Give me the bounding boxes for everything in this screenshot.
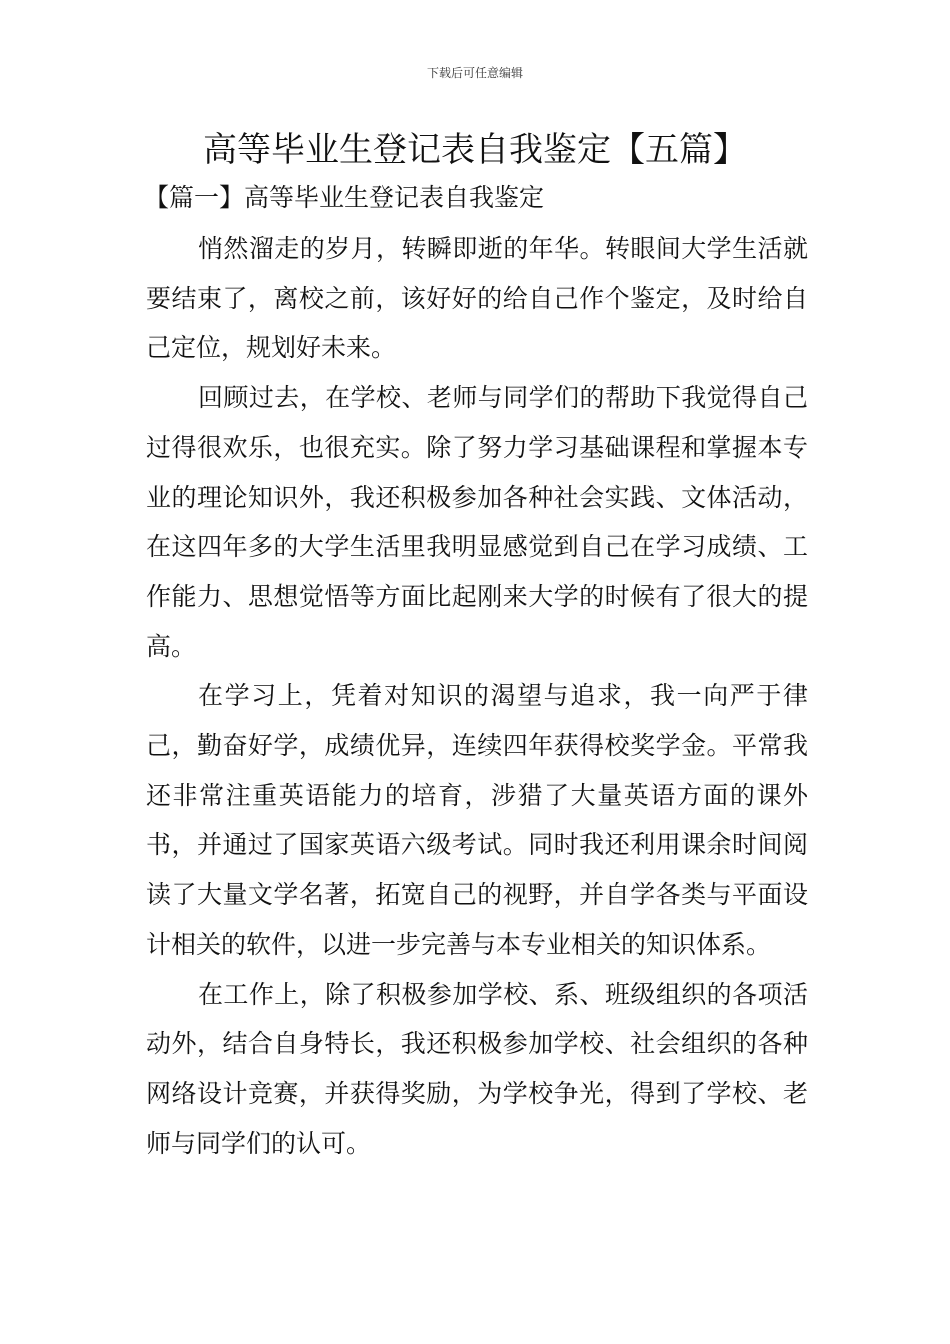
- header-note: 下载后可任意编辑: [426, 66, 523, 80]
- paragraph-study: 在学习上，凭着对知识的渴望与追求，我一向严于律己，勤奋好学，成绩优异，连续四年获得校奖学金。平常我还非常注重英语能力的培育，涉猎了大量英语方面的课外书，并通过了国家英语六级考试。同时我还利用课余时间阅读了大量文学名著，拓宽自己的视野，并自学各类与平面设计相关的软件，以进一步完善与本专业相关的知识体系。: [146, 681, 808, 959]
- body-text: [146, 224, 808, 1168]
- paragraph-intro: 悄然溜走的岁月，转瞬即逝的年华。转眼间大学生活就要结束了，离校之前，该好好的给自己作个鉴定，及时给自己定位，规划好未来。: [146, 234, 808, 363]
- paragraph-work: 在工作上，除了积极参加学校、系、班级组织的各项活动外，结合自身特长，我还积极参加学校、社会组织的各种网络设计竞赛，并获得奖励，为学校争光，得到了学校、老师与同学们的认可。: [146, 979, 808, 1158]
- paragraph-review: 回顾过去，在学校、老师与同学们的帮助下我觉得自己过得很欢乐，也很充实。除了努力学习基础课程和掌握本专业的理论知识外，我还积极参加各种社会实践、文体活动，在这四年多的大学生活里我明显感觉到自己在学习成绩、工作能力、思想觉悟等方面比起刚来大学的时候有了很大的提高。: [146, 383, 808, 661]
- section-heading: 【篇一】高等毕业生登记表自我鉴定: [144, 183, 545, 212]
- document-title: 高等毕业生登记表自我鉴定【五篇】: [203, 130, 747, 170]
